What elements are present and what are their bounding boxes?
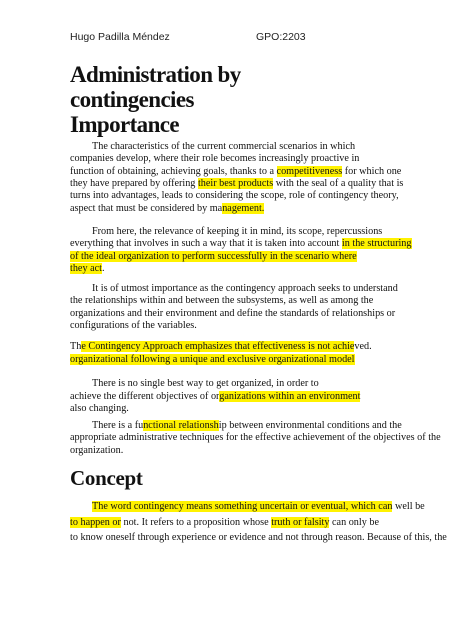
title-line: contingencies bbox=[70, 87, 194, 112]
title-line: Importance bbox=[70, 112, 179, 137]
paragraph-2-line bbox=[70, 251, 357, 263]
text-run: also changing. bbox=[70, 403, 129, 414]
text-run: to know oneself through experience or evidence and not through reason. Because of this, the bbox=[70, 532, 447, 543]
paragraph-6-line bbox=[70, 432, 441, 444]
paragraph-5-line bbox=[70, 378, 319, 390]
paragraph-1-line bbox=[70, 166, 401, 178]
group-code: GPO:2203 bbox=[256, 31, 306, 43]
highlighted-text: e Contingency Approach emphasizes that effectiveness is not achie bbox=[81, 341, 355, 352]
paragraph-7-line bbox=[70, 532, 447, 544]
text-run: aspect that must be considered by ma bbox=[70, 202, 223, 214]
text-run: . bbox=[101, 262, 105, 274]
paragraph-3-line bbox=[70, 283, 398, 295]
text-run: organization. bbox=[70, 444, 124, 456]
highlighted-text: of the ideal organization to perform successfully in the scenario where bbox=[70, 250, 357, 262]
text-run: It is of utmost importance as the contingency approach seeks to understand bbox=[92, 283, 398, 294]
paragraph-5-line bbox=[70, 403, 129, 415]
text-run: ved. bbox=[354, 341, 372, 352]
highlighted-text: truth or falsity bbox=[271, 516, 330, 528]
text-run: with the seal of a quality that is bbox=[273, 177, 404, 189]
text-run: for which one bbox=[342, 165, 402, 177]
paragraph-1-line bbox=[70, 203, 264, 215]
text-run: can only be bbox=[329, 516, 379, 528]
text-run: There is no single best way to get organized, in order to bbox=[92, 378, 319, 389]
paragraph-1-line bbox=[70, 141, 355, 153]
text-run: organizations and their environment and define the standards of relationships or bbox=[70, 307, 396, 319]
paragraph-4-line bbox=[70, 341, 372, 353]
highlighted-text: in the structuring bbox=[341, 238, 412, 250]
text-run: well be bbox=[392, 501, 425, 512]
paragraph-1-line bbox=[70, 190, 399, 202]
highlighted-text: nctional relationsh bbox=[143, 420, 219, 431]
text-run: achieve the different objectives of or bbox=[70, 390, 220, 402]
text-run: not. It refers to a proposition whose bbox=[120, 516, 272, 528]
paragraph-5-line bbox=[70, 391, 360, 403]
title-line: Administration by bbox=[70, 62, 241, 87]
text-run: everything that involves in such a way that it is taken into account bbox=[70, 238, 342, 250]
author-name: Hugo Padilla Méndez bbox=[70, 31, 170, 43]
paragraph-7-line bbox=[70, 517, 379, 529]
document-title bbox=[70, 62, 410, 137]
highlighted-text: nagement. bbox=[222, 202, 265, 214]
paragraph-1-line bbox=[70, 153, 359, 165]
highlighted-text: competitiveness bbox=[276, 165, 343, 177]
highlighted-text: they act bbox=[70, 262, 102, 274]
text-run: ip between environmental conditions and the bbox=[218, 420, 402, 431]
paragraph-2-line bbox=[70, 238, 412, 250]
text-run: turns into advantages, leads to considering the scope, role of contingency theory, bbox=[70, 190, 399, 202]
text-run: appropriate administrative techniques for the effective achievement of the objectives of the bbox=[70, 432, 441, 444]
text-run: The characteristics of the current commercial scenarios in which bbox=[92, 141, 356, 152]
paragraph-6-line bbox=[70, 420, 402, 432]
highlighted-text: organizational following a unique and exclusive organizational model bbox=[70, 353, 355, 365]
paragraph-3-line bbox=[70, 295, 373, 307]
highlighted-text: their best products bbox=[197, 177, 274, 189]
highlighted-text: to happen or bbox=[70, 516, 121, 528]
paragraph-2-line bbox=[70, 263, 105, 275]
highlighted-text: ganizations within an environment bbox=[219, 390, 361, 402]
highlighted-text: The word contingency means something uncertain or eventual, which can bbox=[92, 501, 393, 512]
paragraph-2-line bbox=[70, 226, 382, 238]
text-run: From here, the relevance of keeping it in mind, its scope, repercussions bbox=[92, 226, 383, 237]
text-run: configurations of the variables. bbox=[70, 319, 197, 331]
text-run: Th bbox=[70, 341, 82, 352]
paragraph-1-line bbox=[70, 178, 403, 190]
paragraph-7-line bbox=[70, 501, 425, 513]
paragraph-4-line bbox=[70, 354, 355, 366]
section-heading-concept: Concept bbox=[70, 466, 143, 490]
text-run: function of obtaining, achieving goals, thanks to a bbox=[70, 165, 277, 177]
text-run: the relationships within and between the subsystems, as well as among the bbox=[70, 295, 374, 307]
text-run: There is a fu bbox=[92, 420, 144, 431]
paragraph-6-line bbox=[70, 445, 123, 457]
text-run: they have prepared by offering bbox=[70, 177, 198, 189]
text-run: companies develop, where their role becomes increasingly proactive in bbox=[70, 153, 360, 165]
paragraph-3-line bbox=[70, 320, 197, 332]
paragraph-3-line bbox=[70, 308, 395, 320]
